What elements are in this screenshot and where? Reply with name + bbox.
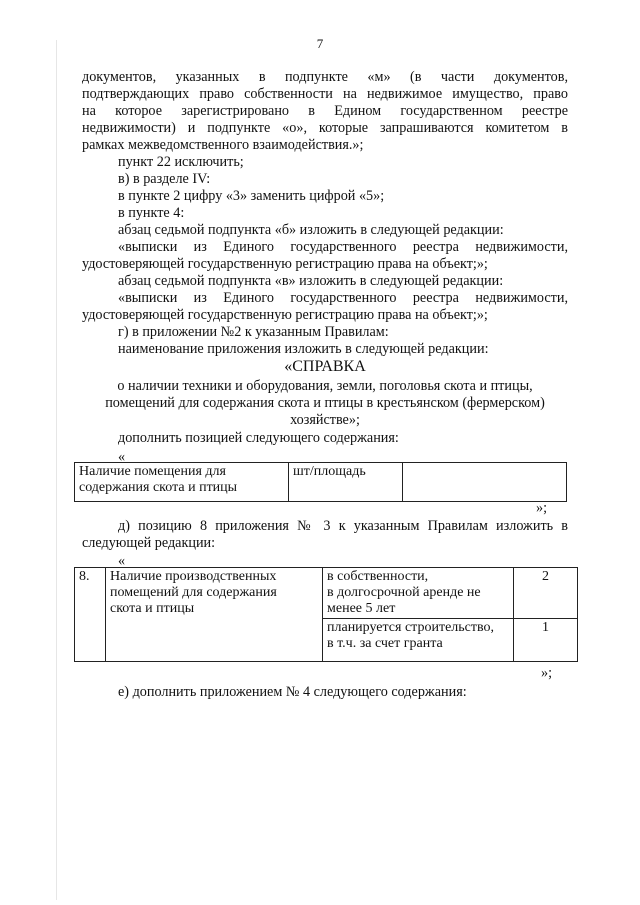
page-number: 7 xyxy=(316,36,324,51)
cell-line: скота и птицы xyxy=(110,601,195,616)
table-row xyxy=(75,463,567,502)
position-table xyxy=(74,462,567,502)
position-8-table xyxy=(74,567,578,662)
certificate-subtitle-line: помещений для содержания скота и птицы в крестьянском (фермерском) xyxy=(105,395,545,411)
cell-line: Наличие производственных xyxy=(110,569,277,584)
certificate-subtitle-line: о наличии техники и оборудования, земли, поголовья скота и птицы, xyxy=(117,378,533,394)
text-line: дополнить позицией следующего содержания: xyxy=(118,430,399,446)
cell-line: в собственности, xyxy=(327,569,429,584)
close-quote: »; xyxy=(536,500,548,516)
score-value: 1 xyxy=(542,620,549,635)
text-line: рамках межведомственного взаимодействия.»; xyxy=(82,137,364,153)
score-value: 2 xyxy=(542,569,549,584)
text-line: абзац седьмой подпункта «б» изложить в следующей редакции: xyxy=(118,222,504,238)
cell-line: шт/площадь xyxy=(293,464,366,479)
certificate-subtitle-line: хозяйстве»; xyxy=(290,412,360,428)
text-line: г) в приложении №2 к указанным Правилам: xyxy=(118,324,389,340)
table-cell xyxy=(75,568,106,662)
close-quote: »; xyxy=(541,665,553,681)
text-line: следующей редакции: xyxy=(82,535,216,551)
table-cell xyxy=(514,568,578,619)
cell-line: планируется строительство, xyxy=(327,620,495,635)
text-line: на которое зарегистрировано в Едином государственном реестре xyxy=(82,103,568,119)
text-line: недвижимости) и подпункте «о», которые запрашиваются комитетом в xyxy=(82,120,568,136)
open-quote: « xyxy=(118,449,126,465)
text-line: д) позицию 8 приложения № 3 к указанным Правилам изложить в xyxy=(118,518,568,534)
text-line: удостоверяющей государственную регистрацию права на объект;»; xyxy=(82,256,488,272)
open-quote: « xyxy=(118,553,126,569)
cell-line: содержания скота и птицы xyxy=(79,480,238,495)
text-line: «выписки из Единого государственного реестра недвижимости, xyxy=(118,239,568,255)
cell-line: 8. xyxy=(79,569,90,584)
table-cell xyxy=(289,463,403,502)
text-line: пункт 22 исключить; xyxy=(118,154,244,170)
table-cell xyxy=(106,568,323,662)
certificate-title: «СПРАВКА xyxy=(284,358,366,375)
text-line: «выписки из Единого государственного реестра недвижимости, xyxy=(118,290,568,306)
cell-line: в долгосрочной аренде не xyxy=(327,585,481,600)
text-line: удостоверяющей государственную регистрацию права на объект;»; xyxy=(82,307,488,323)
text-line: документов, указанных в подпункте «м» (в части документов, xyxy=(82,69,568,85)
cell-line: помещений для содержания xyxy=(110,585,277,600)
text-line: подтверждающих право собственности на недвижимое имущество, право xyxy=(82,86,568,102)
table-cell xyxy=(323,619,514,662)
table-row xyxy=(75,568,578,619)
cell-line: менее 5 лет xyxy=(327,601,396,616)
table-cell xyxy=(323,568,514,619)
text-line: абзац седьмой подпункта «в» изложить в следующей редакции: xyxy=(118,273,504,289)
text-line: е) дополнить приложением № 4 следующего содержания: xyxy=(118,684,467,700)
table-cell xyxy=(403,463,567,502)
text-line: в пункте 2 цифру «3» заменить цифрой «5»; xyxy=(118,188,385,204)
table-cell xyxy=(75,463,289,502)
scan-edge xyxy=(56,40,57,900)
text-line: в пункте 4: xyxy=(118,205,185,221)
table-cell xyxy=(514,619,578,662)
text-line: наименование приложения изложить в следующей редакции: xyxy=(118,341,489,357)
text-line: в) в разделе IV: xyxy=(118,171,211,187)
cell-line: в т.ч. за счет гранта xyxy=(327,636,443,651)
cell-line: Наличие помещения для xyxy=(79,464,226,479)
